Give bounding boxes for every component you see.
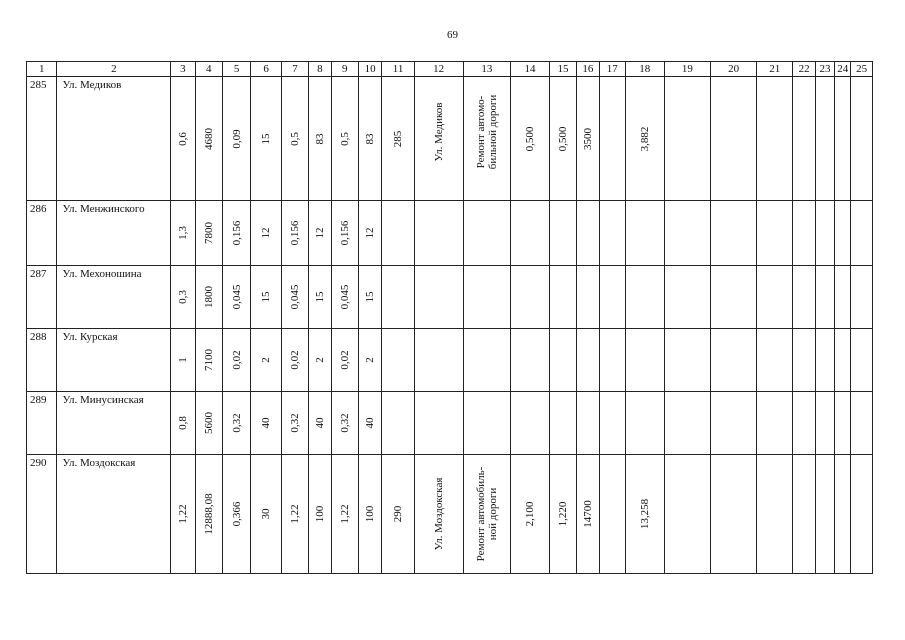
cell-col3 <box>171 329 195 392</box>
value-col18: 13,258 <box>638 498 651 530</box>
value-col3: 0,8 <box>176 416 189 430</box>
value-col4: 4680 <box>202 127 215 150</box>
cell-col4 <box>195 329 222 392</box>
cell-col6 <box>251 201 281 266</box>
cell-col16 <box>577 266 599 329</box>
cell-col21 <box>756 329 793 392</box>
cell-col9 <box>331 329 358 392</box>
page-number: 69 <box>447 29 458 41</box>
value-col8: 100 <box>313 505 326 523</box>
cell-col6 <box>251 266 281 329</box>
value-col8: 2 <box>313 357 326 363</box>
value-col9: 0,5 <box>338 131 351 146</box>
cell-col25 <box>851 455 873 574</box>
cell-col25 <box>851 329 873 392</box>
cell-col19 <box>664 266 711 329</box>
cell-col8 <box>309 455 331 574</box>
cell-col5 <box>222 455 250 574</box>
value-col10: 15 <box>364 291 377 303</box>
value-col5: 0,156 <box>230 220 243 246</box>
table-row <box>27 201 873 266</box>
value-col5: 0,32 <box>230 413 243 433</box>
col-header: 10 <box>358 62 381 77</box>
value-col3: 1,3 <box>176 226 189 240</box>
cell-col21 <box>756 455 793 574</box>
cell-col5 <box>222 329 250 392</box>
value-col6: 40 <box>260 417 273 429</box>
col-header: 7 <box>281 62 308 77</box>
cell-col20 <box>711 77 757 201</box>
cell-col16 <box>577 329 599 392</box>
value-col6: 2 <box>260 357 273 363</box>
cell-col13 <box>463 392 511 455</box>
value-col8: 40 <box>313 417 326 429</box>
cell-col14 <box>511 392 550 455</box>
table-row <box>27 392 873 455</box>
cell-col20 <box>711 329 757 392</box>
cell-col3 <box>171 392 195 455</box>
col-header: 16 <box>577 62 599 77</box>
cell-col4 <box>195 392 222 455</box>
cell-col7 <box>281 266 308 329</box>
cell-col13 <box>463 77 511 201</box>
cell-col19 <box>664 329 711 392</box>
cell-col15 <box>549 392 576 455</box>
cell-col23 <box>815 392 834 455</box>
cell-col19 <box>664 77 711 201</box>
col-header: 3 <box>171 62 195 77</box>
row-number: 290 <box>27 455 57 574</box>
cell-col22 <box>793 329 815 392</box>
street-name: Ул. Курская <box>57 329 171 392</box>
cell-col14 <box>511 201 550 266</box>
cell-col10 <box>358 201 381 266</box>
value-col15: 1,220 <box>557 501 570 527</box>
value-col11: 285 <box>392 130 405 147</box>
cell-col25 <box>851 77 873 201</box>
table-row <box>27 455 873 574</box>
cell-col8 <box>309 329 331 392</box>
cell-col18 <box>625 266 664 329</box>
value-col14: 0,500 <box>524 126 537 151</box>
cell-col13 <box>463 266 511 329</box>
value-col16: 3500 <box>581 127 594 150</box>
value-col6: 30 <box>260 508 273 520</box>
value-col16: 14700 <box>581 500 594 528</box>
cell-col9 <box>331 201 358 266</box>
cell-col18 <box>625 201 664 266</box>
value-col7: 0,156 <box>289 220 302 246</box>
cell-col10 <box>358 266 381 329</box>
cell-col17 <box>599 329 625 392</box>
cell-col18 <box>625 329 664 392</box>
value-col9: 1,22 <box>338 504 351 524</box>
cell-col10 <box>358 455 381 574</box>
cell-col12 <box>414 266 463 329</box>
value-col4: 7800 <box>202 222 215 244</box>
row-number: 287 <box>27 266 57 329</box>
street-name: Ул. Мехоношина <box>57 266 171 329</box>
cell-col12 <box>414 329 463 392</box>
value-col8: 15 <box>313 291 326 303</box>
cell-col7 <box>281 329 308 392</box>
cell-col25 <box>851 201 873 266</box>
value-col7: 0,045 <box>289 284 302 310</box>
data-table <box>26 61 873 574</box>
value-col9: 0,045 <box>338 284 351 310</box>
cell-col25 <box>851 266 873 329</box>
cell-col24 <box>835 201 851 266</box>
col-header: 23 <box>815 62 834 77</box>
cell-col18 <box>625 455 664 574</box>
cell-col8 <box>309 77 331 201</box>
cell-col19 <box>664 392 711 455</box>
cell-col10 <box>358 392 381 455</box>
cell-col3 <box>171 77 195 201</box>
row-number: 285 <box>27 77 57 201</box>
cell-col6 <box>251 329 281 392</box>
cell-col14 <box>511 266 550 329</box>
cell-col11 <box>382 77 414 201</box>
cell-col11 <box>382 392 414 455</box>
cell-col12 <box>414 201 463 266</box>
value-col14: 2,100 <box>524 501 537 527</box>
row-number: 286 <box>27 201 57 266</box>
cell-col8 <box>309 201 331 266</box>
cell-col19 <box>664 455 711 574</box>
cell-col25 <box>851 392 873 455</box>
cell-col13 <box>463 329 511 392</box>
col-header: 1 <box>27 62 57 77</box>
cell-col15 <box>549 201 576 266</box>
row-number: 288 <box>27 329 57 392</box>
value-col7: 0,32 <box>289 413 302 433</box>
cell-col23 <box>815 455 834 574</box>
cell-col22 <box>793 201 815 266</box>
cell-col8 <box>309 392 331 455</box>
value-col4: 1800 <box>202 286 215 308</box>
cell-col23 <box>815 201 834 266</box>
cell-col7 <box>281 201 308 266</box>
street-name: Ул. Менжинского <box>57 201 171 266</box>
cell-col11 <box>382 266 414 329</box>
col-header: 24 <box>835 62 851 77</box>
value-col10: 83 <box>364 133 377 144</box>
cell-col21 <box>756 201 793 266</box>
col-header: 2 <box>57 62 171 77</box>
cell-col16 <box>577 392 599 455</box>
cell-col22 <box>793 455 815 574</box>
cell-col14 <box>511 329 550 392</box>
cell-col7 <box>281 77 308 201</box>
col-header: 8 <box>309 62 331 77</box>
value-col7: 0,5 <box>289 131 302 146</box>
value-col4: 7100 <box>202 349 215 371</box>
cell-col18 <box>625 392 664 455</box>
cell-col20 <box>711 201 757 266</box>
cell-col14 <box>511 77 550 201</box>
value-col5: 0,02 <box>230 350 243 370</box>
cell-col11 <box>382 329 414 392</box>
cell-col11 <box>382 455 414 574</box>
value-col6: 15 <box>260 291 273 303</box>
cell-col8 <box>309 266 331 329</box>
cell-col10 <box>358 329 381 392</box>
cell-col17 <box>599 455 625 574</box>
col-header: 13 <box>463 62 511 77</box>
value-col5: 0,045 <box>230 284 243 310</box>
value-col13: Ремонт автомобиль- ной дороги <box>474 466 499 562</box>
cell-col7 <box>281 455 308 574</box>
value-col5: 0,09 <box>230 128 243 149</box>
cell-col3 <box>171 266 195 329</box>
cell-col23 <box>815 329 834 392</box>
cell-col22 <box>793 77 815 201</box>
cell-col23 <box>815 77 834 201</box>
cell-col22 <box>793 266 815 329</box>
value-col9: 0,156 <box>338 220 351 246</box>
value-col6: 12 <box>260 227 273 239</box>
cell-col13 <box>463 455 511 574</box>
value-col5: 0,366 <box>230 501 243 527</box>
cell-col24 <box>835 392 851 455</box>
cell-col15 <box>549 455 576 574</box>
cell-col4 <box>195 77 222 201</box>
cell-col7 <box>281 392 308 455</box>
table-row <box>27 266 873 329</box>
col-header: 9 <box>331 62 358 77</box>
cell-col5 <box>222 266 250 329</box>
cell-col24 <box>835 266 851 329</box>
column-number-row <box>27 62 873 77</box>
cell-col5 <box>222 77 250 201</box>
value-col6: 15 <box>260 133 273 144</box>
value-col8: 12 <box>313 227 326 239</box>
value-col11: 290 <box>392 505 405 523</box>
cell-col20 <box>711 392 757 455</box>
col-header: 18 <box>625 62 664 77</box>
cell-col12 <box>414 77 463 201</box>
cell-col3 <box>171 201 195 266</box>
cell-col5 <box>222 392 250 455</box>
col-header: 17 <box>599 62 625 77</box>
value-col13: Ремонт автомо- бильной дороги <box>474 95 499 170</box>
value-col7: 0,02 <box>289 350 302 370</box>
cell-col21 <box>756 392 793 455</box>
cell-col20 <box>711 266 757 329</box>
col-header: 11 <box>382 62 414 77</box>
table-row <box>27 77 873 201</box>
street-name: Ул. Моздокская <box>57 455 171 574</box>
cell-col15 <box>549 77 576 201</box>
value-col10: 100 <box>364 505 377 523</box>
cell-col4 <box>195 266 222 329</box>
cell-col9 <box>331 77 358 201</box>
col-header: 20 <box>711 62 757 77</box>
value-col10: 12 <box>364 227 377 239</box>
cell-col13 <box>463 201 511 266</box>
col-header: 14 <box>511 62 550 77</box>
value-col12: Ул. Моздокская <box>432 477 445 551</box>
col-header: 22 <box>793 62 815 77</box>
row-number: 289 <box>27 392 57 455</box>
cell-col22 <box>793 392 815 455</box>
value-col8: 83 <box>313 133 326 144</box>
cell-col3 <box>171 455 195 574</box>
cell-col18 <box>625 77 664 201</box>
value-col18: 3,882 <box>638 126 651 151</box>
col-header: 15 <box>549 62 576 77</box>
col-header: 6 <box>251 62 281 77</box>
value-col3: 0,6 <box>176 131 189 146</box>
value-col3: 1,22 <box>176 504 189 524</box>
value-col15: 0,500 <box>557 126 570 151</box>
value-col9: 0,32 <box>338 413 351 433</box>
cell-col9 <box>331 455 358 574</box>
cell-col6 <box>251 77 281 201</box>
cell-col23 <box>815 266 834 329</box>
cell-col15 <box>549 266 576 329</box>
value-col12: Ул. Медиков <box>432 102 445 162</box>
street-name: Ул. Медиков <box>57 77 171 201</box>
cell-col21 <box>756 77 793 201</box>
cell-col12 <box>414 392 463 455</box>
cell-col5 <box>222 201 250 266</box>
cell-col6 <box>251 392 281 455</box>
cell-col21 <box>756 266 793 329</box>
value-col3: 0,3 <box>176 290 189 304</box>
cell-col12 <box>414 455 463 574</box>
cell-col11 <box>382 201 414 266</box>
street-name: Ул. Минусинская <box>57 392 171 455</box>
cell-col15 <box>549 329 576 392</box>
cell-col17 <box>599 266 625 329</box>
cell-col16 <box>577 77 599 201</box>
col-header: 25 <box>851 62 873 77</box>
cell-col20 <box>711 455 757 574</box>
col-header: 12 <box>414 62 463 77</box>
table-row <box>27 329 873 392</box>
cell-col4 <box>195 201 222 266</box>
col-header: 5 <box>222 62 250 77</box>
cell-col9 <box>331 266 358 329</box>
cell-col16 <box>577 455 599 574</box>
cell-col6 <box>251 455 281 574</box>
cell-col16 <box>577 201 599 266</box>
cell-col19 <box>664 201 711 266</box>
cell-col24 <box>835 455 851 574</box>
cell-col9 <box>331 392 358 455</box>
value-col10: 2 <box>364 357 377 363</box>
value-col4: 5600 <box>202 412 215 434</box>
cell-col24 <box>835 77 851 201</box>
cell-col4 <box>195 455 222 574</box>
value-col3: 1 <box>176 357 189 363</box>
col-header: 4 <box>195 62 222 77</box>
value-col9: 0,02 <box>338 350 351 370</box>
cell-col14 <box>511 455 550 574</box>
col-header: 19 <box>664 62 711 77</box>
value-col10: 40 <box>364 417 377 429</box>
cell-col17 <box>599 201 625 266</box>
cell-col17 <box>599 392 625 455</box>
cell-col10 <box>358 77 381 201</box>
value-col4: 12888,08 <box>202 493 215 535</box>
cell-col24 <box>835 329 851 392</box>
cell-col17 <box>599 77 625 201</box>
value-col7: 1,22 <box>289 504 302 524</box>
col-header: 21 <box>756 62 793 77</box>
